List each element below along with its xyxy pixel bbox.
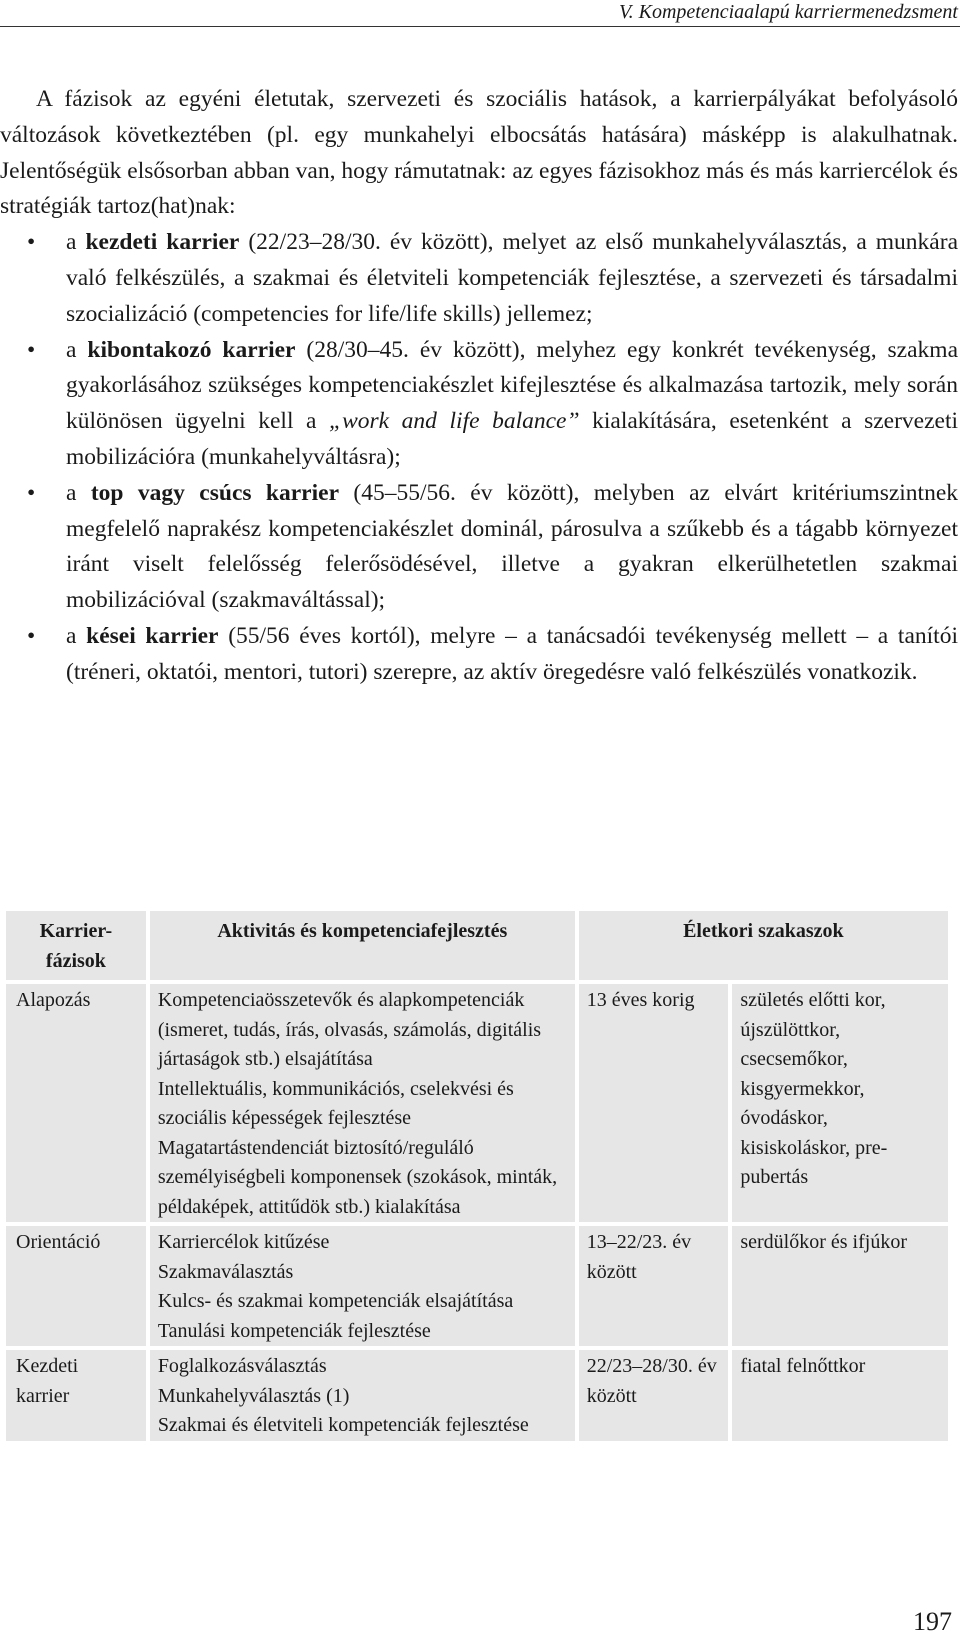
running-header [0,0,960,28]
activity-item: Kulcs- és szakmai kompetenciák elsajátítása [157,1290,514,1312]
bullet-icon: • [27,229,36,256]
phase-cell [6,1350,146,1441]
list-item [0,619,958,691]
bullet-quote: „work and life balance” [329,408,580,435]
activities-cell [150,1226,575,1346]
phase-cell [6,1226,146,1346]
bullet-icon: • [27,336,36,363]
bullet-term: kibontakozó karrier [87,336,296,363]
table-row [6,1350,948,1441]
activity-item: Szakmai és életviteli kompetenciák fejlesztése [157,1414,529,1436]
table-row [6,984,948,1222]
intro-paragraph: A fázisok az egyéni életutak, szervezeti és szociális hatások, a karrierpályákat befolyásoló változások következtében (pl. egy munkahelyi elbocsátás hatására) másképp is alakulhatnak. Jelentőségük elsősorban abban van, hogy rámutatnak: az egyes fázisokhoz más és más karriercélok és stratégiák tartoz(hat)nak: [0,86,958,220]
phase-name: Orientáció [16,1231,101,1253]
main-text [0,82,958,691]
activities-cell [150,984,575,1222]
header-divider [0,26,960,27]
activity-item: Karriercélok kitűzése [157,1231,330,1253]
life-stage-cell: serdülőkor és ifjúkor [732,1226,948,1346]
age-range-cell: 22/23–28/30. év között [579,1350,729,1441]
activity-item: Foglalkozásválasztás [157,1355,327,1377]
bullet-prefix: a [66,479,91,506]
activity-item: Magatartástendenciát biztosító/reguláló személyiségbeli komponensek (szokások, minták, példaképek, attitűdök stb.) kialakítása [157,1136,558,1218]
activities-cell [150,1350,575,1441]
bullet-prefix: a [66,336,88,363]
bullet-term: kései karrier [86,622,219,649]
list-item [0,225,958,332]
bullet-text-continued: kialakítására, esetenként a szervezeti mobilizációra (munkahelyváltásra); [66,408,958,470]
activity-item: Kompetenciaösszetevők és alapkompetenciák (ismeret, tudás, írás, olvasás, számolás, digitális jártaságok stb.) elsajátítása [157,989,542,1070]
table-header-row [6,911,948,980]
column-header-activities: Aktivitás és kompetenciafejlesztés [150,911,575,980]
life-stage-cell: fiatal felnőttkor [732,1350,948,1441]
phase-name-continued: karrier [16,1384,70,1407]
bullet-text: (45–55/56. év között), melyben az elvárt kritériumszintnek megfelelő naprakész kompetenciakészlet dominál, párosulva a szűkebb és a tágabb környezet iránt viselt felelősség felerősödésével, illetve a gyakran elkerülhetetlen szakmai mobilizációval (szakmaváltással); [66,479,959,614]
bullet-text: (22/23–28/30. év között), melyet az első munkahelyválasztás, a munkára való felkészülés, a szakmai és életviteli kompetenciák fejlesztése, a szervezeti és társadalmi szocializáció (competencies for life/life skills) jellemez; [66,229,958,327]
career-phase-list [0,225,958,690]
phase-name: Alapozás [16,989,91,1011]
running-header-title: V. Kompetenciaalapú karriermenedzsment [618,1,958,23]
age-range-cell: 13–22/23. év között [579,1226,729,1346]
bullet-text: (28/30–45. év között), melyhez egy konkrét tevékenység, szakma gyakorlásához szükséges kompetenciakészlet kifejlesztése és alkalmazása tartozik, mely során különösen ügyelni kell a [66,336,958,435]
bullet-icon: • [27,622,36,649]
column-header-age-stages: Életkori szakaszok [579,911,948,980]
bullet-term: kezdeti karrier [85,229,240,256]
phase-cell [6,984,146,1222]
phase-name: Kezdeti [16,1355,79,1377]
career-phase-table [2,907,952,1445]
activity-item: Intellektuális, kommunikációs, cselekvési és szociális képességek fejlesztése [157,1077,514,1129]
column-header-phase: Karrier-fázisok [6,911,146,980]
bullet-text: (55/56 éves kortól), melyre – a tanácsadói tevékenység mellett – a tanítói (tréneri, oktatói, mentori, tutori) szerepre, az aktív öregedésre való felkészülés vonatkozik. [66,622,958,685]
list-item [0,476,958,619]
list-item [0,333,958,476]
bullet-prefix: a [66,229,86,256]
activity-item: Szakmaválasztás [157,1260,294,1283]
bullet-prefix: a [66,622,87,649]
life-stage-cell: születés előtti kor, újszülöttkor, csecsemőkor, kisgyermekkor, óvodáskor, kisiskoláskor, pre-pubertás [732,984,948,1222]
table-row [6,1226,948,1346]
bullet-term: top vagy csúcs karrier [90,479,340,506]
activity-item: Tanulási kompetenciák fejlesztése [157,1319,431,1342]
age-range-cell: 13 éves korig [579,984,729,1222]
activity-item: Munkahelyválasztás (1) [157,1384,350,1407]
bullet-icon: • [27,479,36,506]
page-number: 197 [913,1607,952,1636]
